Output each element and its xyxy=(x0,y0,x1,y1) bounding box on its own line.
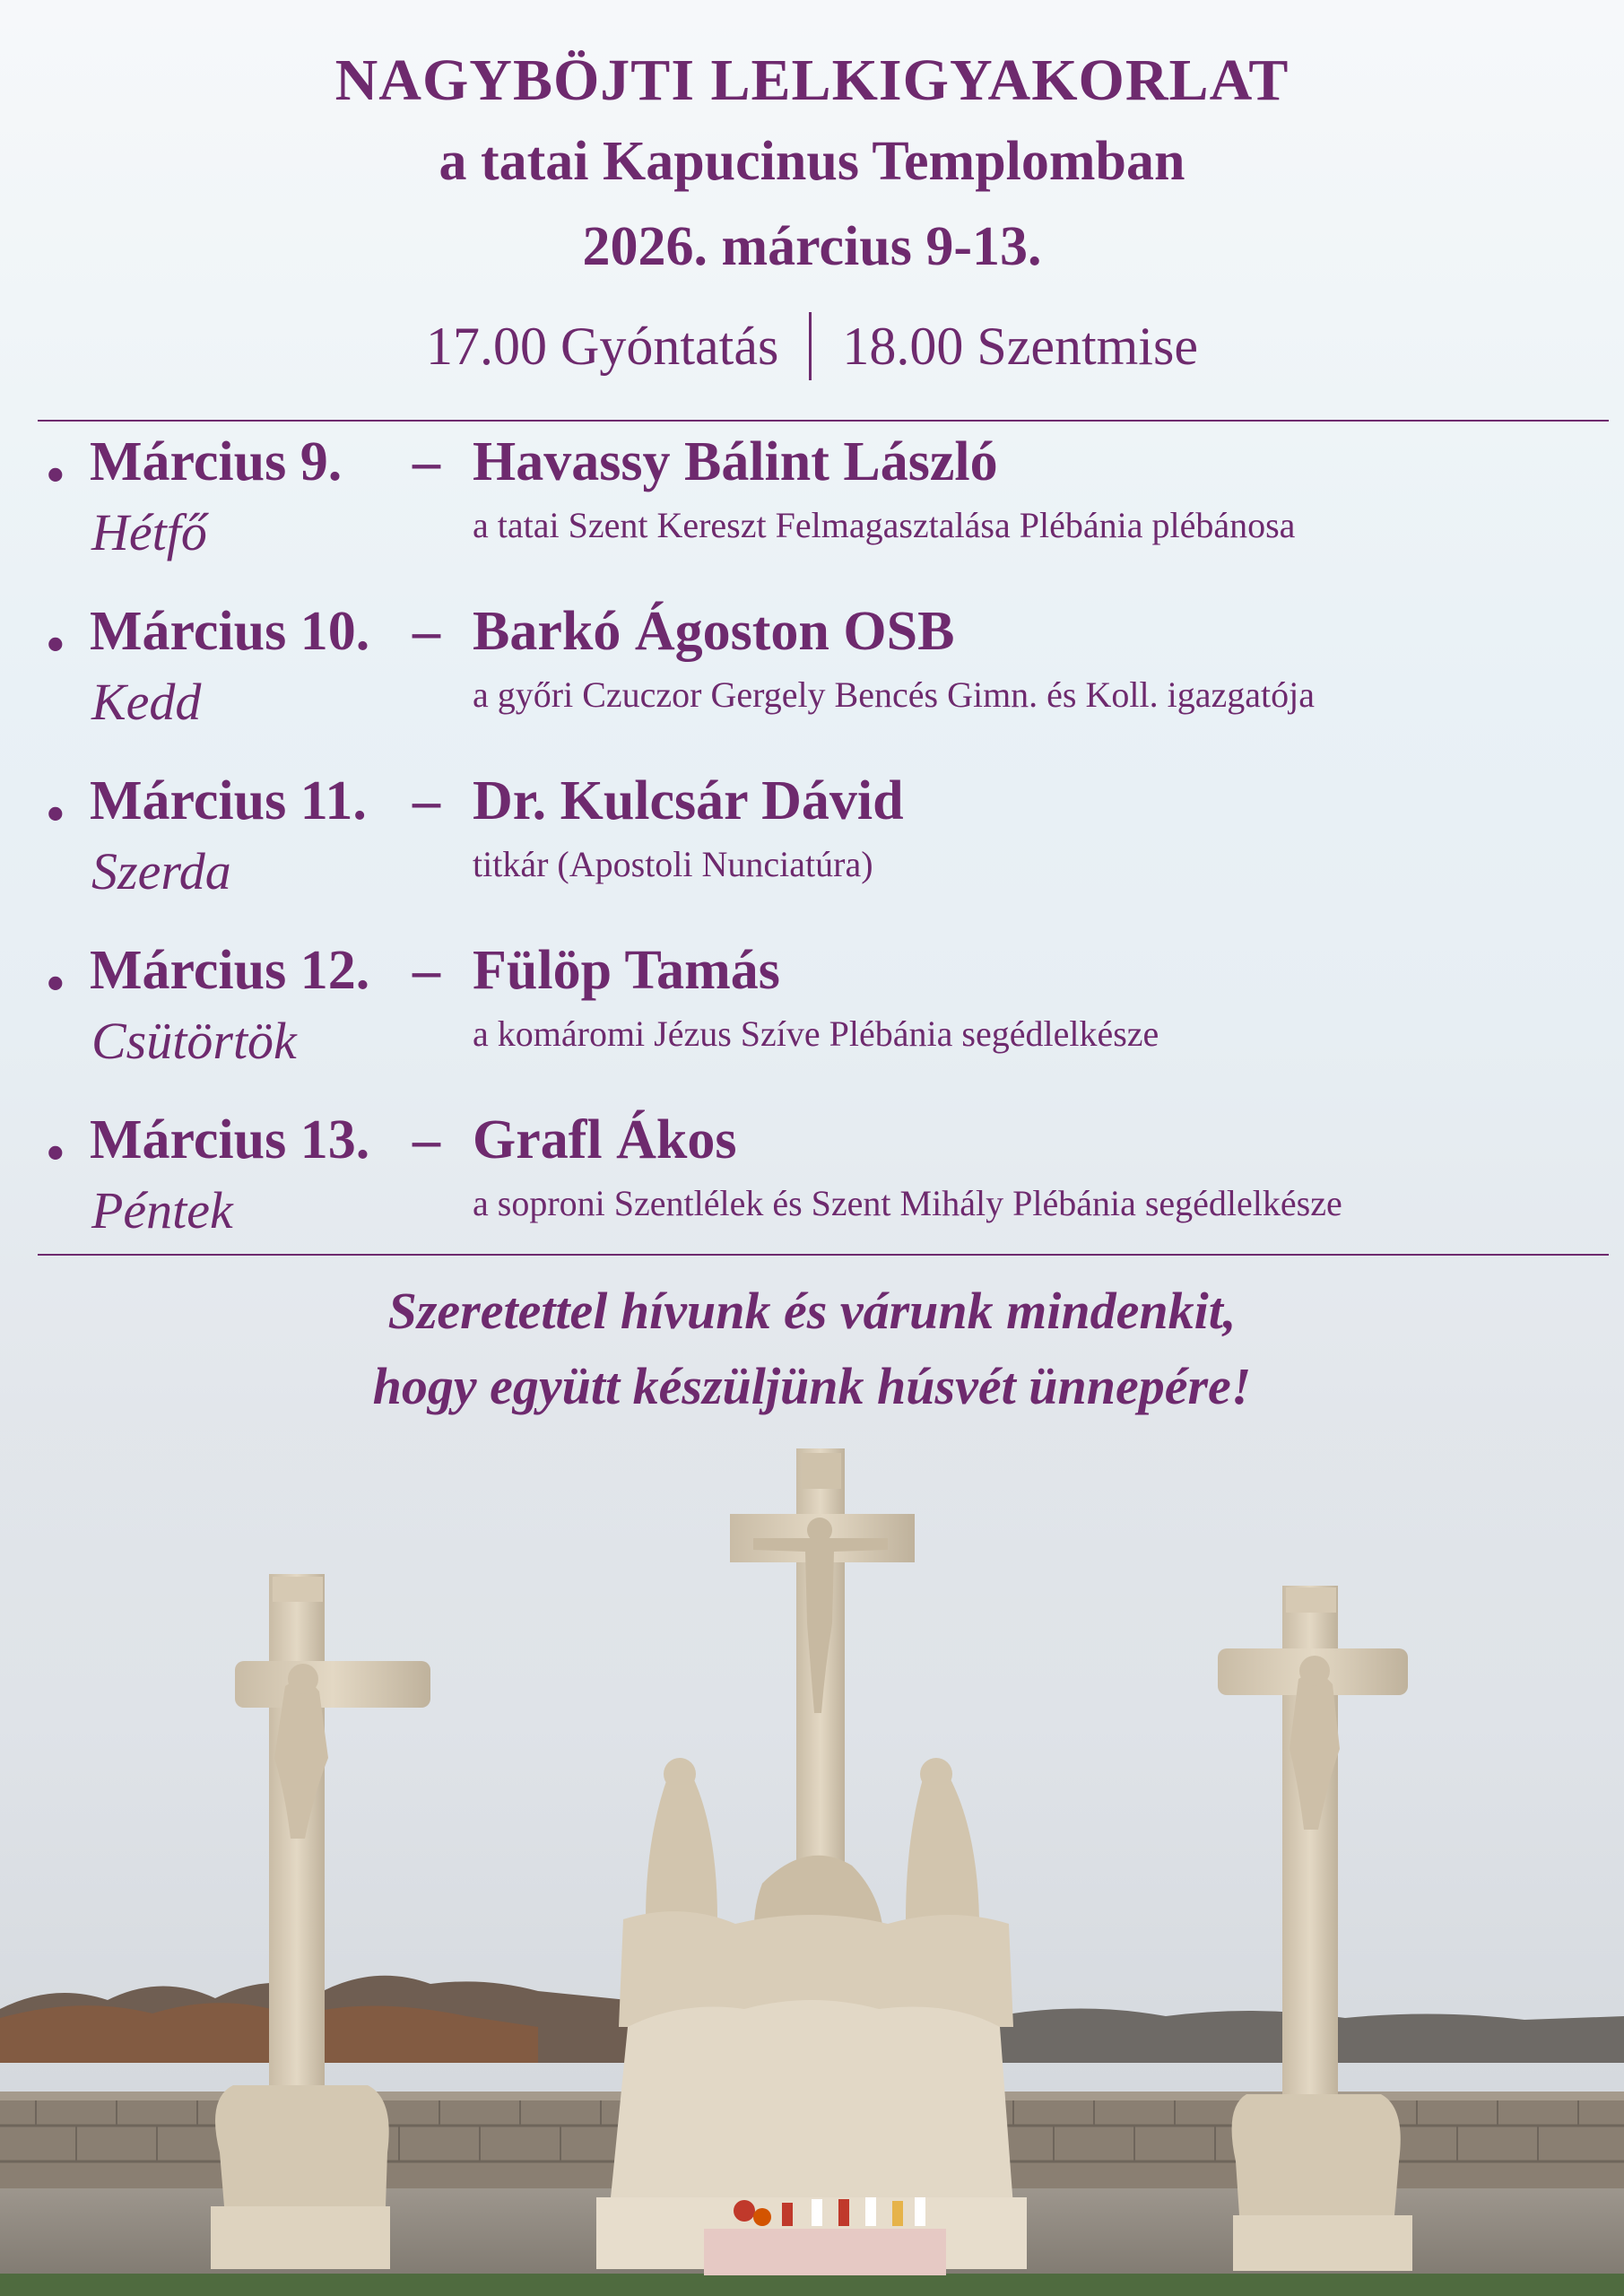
entry-march-11 xyxy=(0,761,1624,931)
speaker-name: Grafl Ákos xyxy=(473,1109,737,1170)
dash: – xyxy=(413,940,440,1001)
entry-day: Csütörtök xyxy=(91,1012,297,1070)
speaker-role: a soproni Szentlélek és Szent Mihály Plébánia segédlelkésze xyxy=(473,1183,1342,1223)
grass xyxy=(0,2274,1624,2296)
entry-date: Március 9. xyxy=(90,431,343,492)
speaker-name: Dr. Kulcsár Dávid xyxy=(473,770,904,831)
entry-day: Péntek xyxy=(91,1181,233,1239)
bullet-icon: • xyxy=(47,787,65,842)
entry-date: Március 12. xyxy=(90,940,370,1001)
speaker-role: titkár (Apostoli Nunciatúra) xyxy=(473,844,873,884)
bottom-divider xyxy=(38,1254,1609,1256)
speaker-name: Barkó Ágoston OSB xyxy=(473,601,955,662)
dash: – xyxy=(413,1109,440,1170)
invitation-line-2: hogy együtt készüljünk húsvét ünnepére! xyxy=(372,1357,1252,1415)
schedule-divider xyxy=(809,312,812,380)
bullet-icon: • xyxy=(47,617,65,673)
entry-day: Kedd xyxy=(91,673,202,731)
entry-march-12 xyxy=(0,930,1624,1100)
entry-date: Március 13. xyxy=(90,1109,370,1170)
event-dates: 2026. március 9-13. xyxy=(582,216,1042,277)
entry-day: Szerda xyxy=(91,842,231,900)
calvary-photo xyxy=(0,1417,1624,2296)
entry-date: Március 10. xyxy=(90,601,370,662)
event-location: a tatai Kapucinus Templomban xyxy=(439,131,1185,192)
mass-time: 18.00 Szentmise xyxy=(842,317,1198,376)
dash: – xyxy=(413,431,440,492)
entry-date: Március 11. xyxy=(90,770,367,831)
speaker-name: Havassy Bálint László xyxy=(473,431,998,492)
dash: – xyxy=(413,601,440,662)
speaker-role: a tatai Szent Kereszt Felmagasztalása Plébánia plébánosa xyxy=(473,505,1296,545)
entry-day: Hétfő xyxy=(91,503,207,561)
dash: – xyxy=(413,770,440,831)
bullet-icon: • xyxy=(47,1126,65,1181)
confession-time: 17.00 Gyóntatás xyxy=(426,317,779,376)
speaker-role: a komáromi Jézus Szíve Plébánia segédlelkésze xyxy=(473,1013,1159,1054)
invitation-line-1: Szeretettel hívunk és várunk mindenkit, xyxy=(387,1282,1237,1340)
event-title: NAGYBÖJTI LELKIGYAKORLAT xyxy=(334,48,1290,113)
entry-march-13 xyxy=(0,1100,1624,1270)
speaker-name: Fülöp Tamás xyxy=(473,940,780,1001)
daily-schedule xyxy=(0,316,1624,386)
speaker-role: a győri Czuczor Gergely Bencés Gimn. és Koll. igazgatója xyxy=(473,674,1315,715)
bullet-icon: • xyxy=(47,448,65,503)
entry-march-9 xyxy=(0,422,1624,592)
entry-march-10 xyxy=(0,591,1624,761)
bullet-icon: • xyxy=(47,956,65,1012)
